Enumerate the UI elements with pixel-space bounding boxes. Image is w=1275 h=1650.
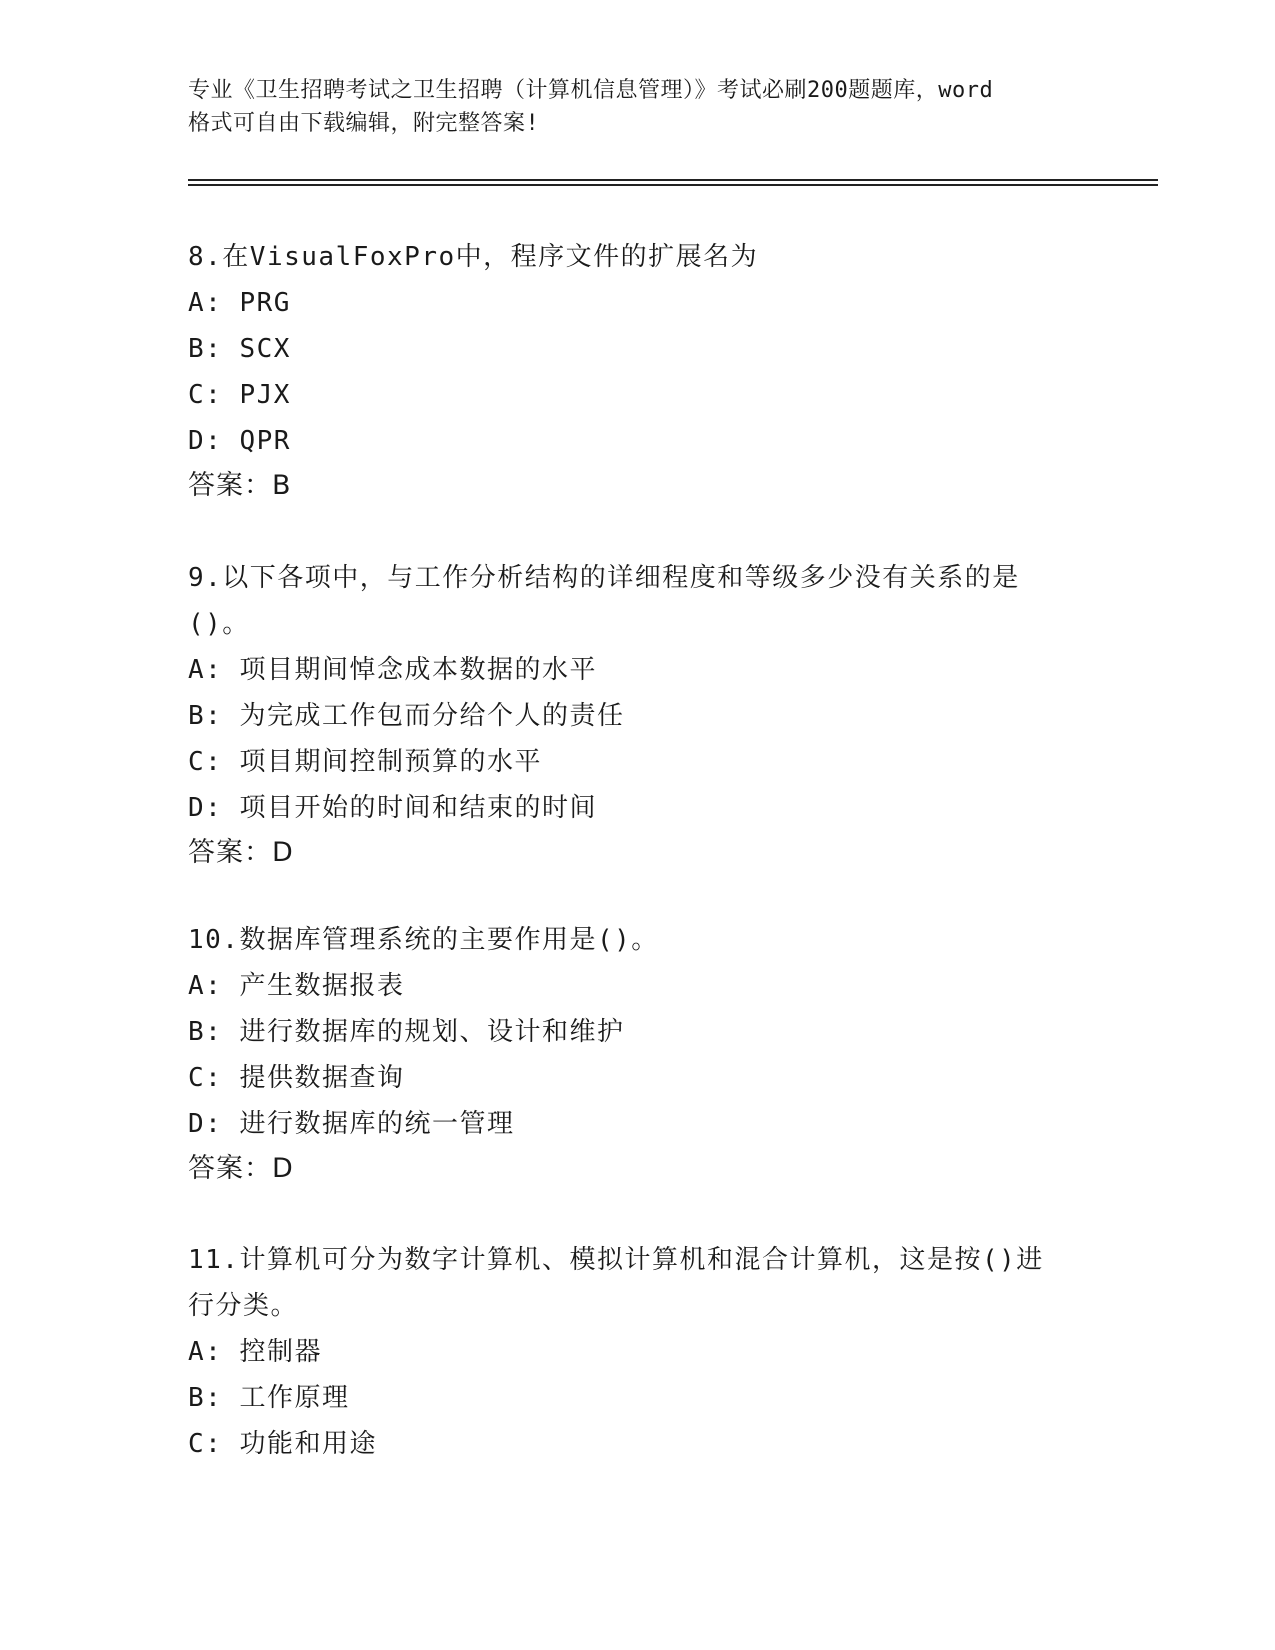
- question-stem: 9.以下各项中，与工作分析结构的详细程度和等级多少没有关系的是: [188, 563, 1020, 593]
- option-a: A: 产生数据报表: [188, 971, 405, 1001]
- answer-label: 答案：D: [188, 1153, 294, 1184]
- option-a: A: PRG: [188, 288, 291, 318]
- question-8: [188, 234, 1088, 508]
- question-stem-continued: ()。: [188, 609, 250, 639]
- option-c: C: PJX: [188, 380, 291, 410]
- option-b: B: 工作原理: [188, 1383, 350, 1413]
- header-line-1: 专业《卫生招聘考试之卫生招聘（计算机信息管理）》考试必刷200题题库，word: [188, 78, 994, 103]
- option-b: B: SCX: [188, 334, 291, 364]
- question-9: [188, 555, 1088, 875]
- option-b: B: 进行数据库的规划、设计和维护: [188, 1017, 625, 1047]
- option-a: A: 控制器: [188, 1337, 322, 1367]
- option-a: A: 项目期间悼念成本数据的水平: [188, 655, 597, 685]
- option-d: D: QPR: [188, 426, 291, 456]
- option-d: D: 进行数据库的统一管理: [188, 1109, 515, 1139]
- option-c: C: 提供数据查询: [188, 1063, 405, 1093]
- option-c: C: 项目期间控制预算的水平: [188, 747, 542, 777]
- question-11: [188, 1237, 1088, 1467]
- question-stem: 11.计算机可分为数字计算机、模拟计算机和混合计算机，这是按()进: [188, 1245, 1044, 1275]
- question-stem: 10.数据库管理系统的主要作用是()。: [188, 925, 659, 955]
- header-divider-top: [188, 179, 1158, 181]
- answer-label: 答案：D: [188, 837, 294, 868]
- document-header: [188, 74, 1088, 140]
- question-stem: 8.在VisualFoxPro中，程序文件的扩展名为: [188, 242, 759, 272]
- header-line-2: 格式可自由下载编辑，附完整答案!: [188, 111, 540, 136]
- option-d: D: 项目开始的时间和结束的时间: [188, 793, 597, 823]
- question-10: [188, 917, 1088, 1191]
- question-stem-continued: 行分类。: [188, 1291, 299, 1321]
- option-c: C: 功能和用途: [188, 1429, 377, 1459]
- option-b: B: 为完成工作包而分给个人的责任: [188, 701, 625, 731]
- answer-label: 答案：B: [188, 470, 292, 501]
- header-divider-bottom: [188, 184, 1158, 186]
